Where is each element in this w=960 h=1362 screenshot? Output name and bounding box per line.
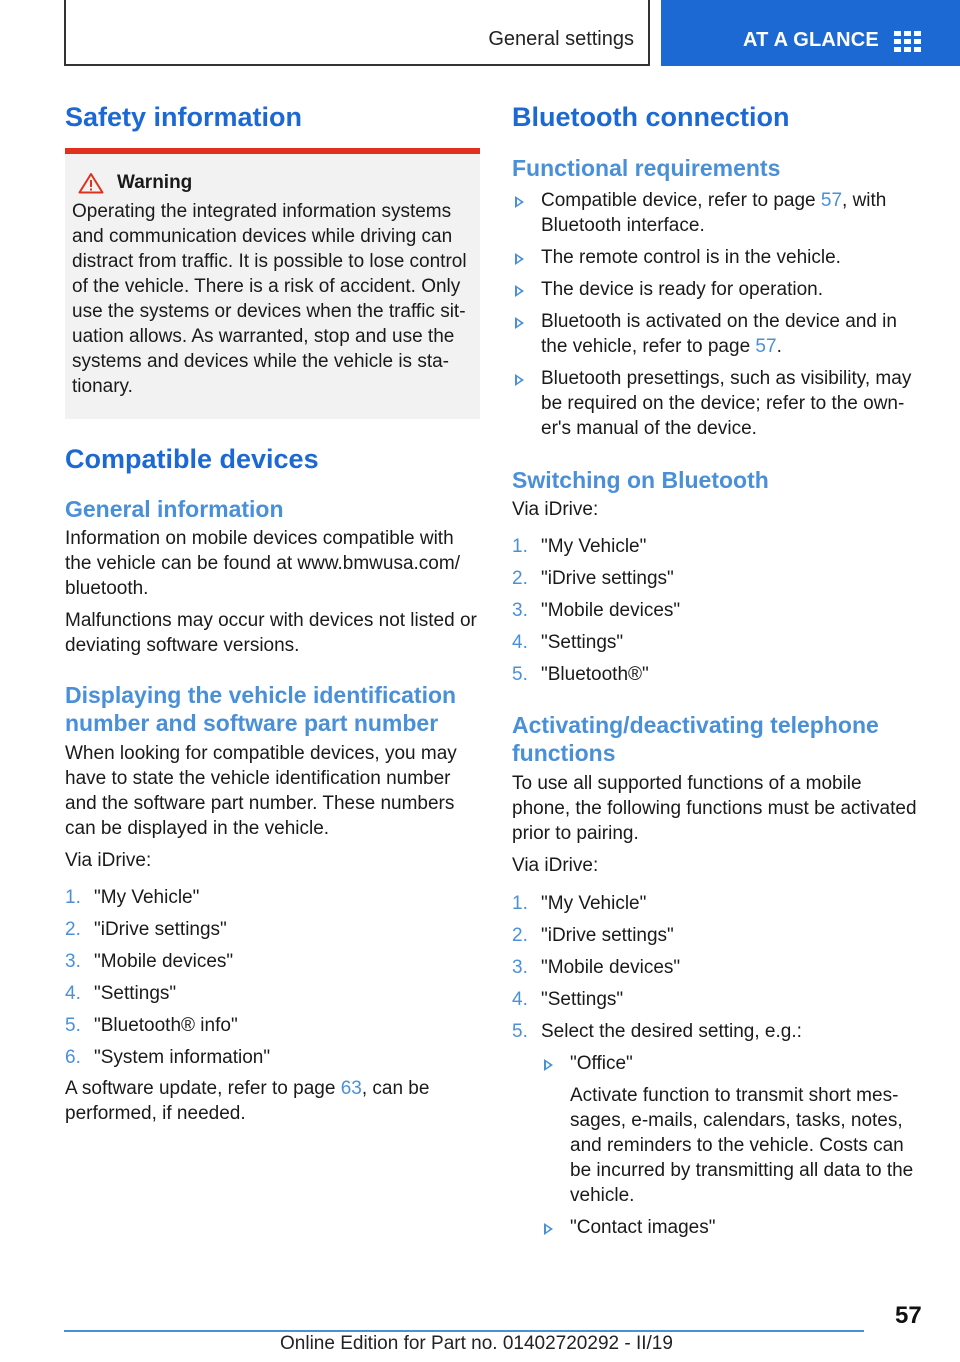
warning-triangle-icon — [78, 172, 104, 194]
edition-text: Online Edition for Part no. 01402720292 - II/19 — [280, 1333, 673, 1354]
warning-header — [72, 172, 472, 194]
list-item: 2. "iDrive settings" — [65, 919, 227, 940]
list-item: 3. "Mobile devices" — [512, 600, 681, 621]
tab-label: AT A GLANCE — [743, 29, 879, 51]
page-number: 57 — [895, 1302, 922, 1329]
via-idrive-label: Via iDrive: — [512, 499, 599, 520]
page-57-link[interactable]: 57 — [820, 190, 843, 211]
list-item: 3. "Mobile devices" — [65, 951, 234, 972]
list-item: 2. "iDrive settings" — [512, 925, 674, 946]
list-item: Bluetooth presettings, such as visibility, may be required on the device; refer to the owner's manual of the device. — [512, 366, 922, 441]
grid-icon — [894, 31, 921, 52]
general-info-heading: General information — [65, 496, 284, 522]
vin-steps-list — [65, 885, 480, 1070]
general-info-text-1: Information on mobile devices compatible with the vehicle can be found at www.bmwusa.com/​bluetooth. — [65, 528, 460, 599]
telephone-functions-heading: Activating/deactivating telephone functions — [512, 712, 879, 766]
list-item: 1. "My Vehicle" — [512, 893, 647, 914]
list-item: 4. "Settings" — [65, 983, 177, 1004]
software-update-text: A software update, refer to page 63, can be performed, if needed. — [65, 1078, 430, 1124]
list-item: 5. "Bluetooth® info" — [65, 1015, 238, 1036]
telephone-steps-list — [512, 891, 922, 1240]
list-item: 2. "iDrive settings" — [512, 568, 674, 589]
office-description: Activate function to transmit short messages, e-mails, calendars, tasks, notes, and reminders to the vehicle. Costs can be incurred by transmitting all data to the vehicle. — [570, 1085, 914, 1206]
warning-text: Operating the integrated information systems and communication devices while driving can distract from traffic. It is possible to lose control of the vehicle. There is a risk of accident. Only use the systems or devices when the traffic situation allows. As warranted, stop and use the systems and devices while the vehicle is stationary. — [72, 201, 467, 397]
list-item: Bluetooth is activated on the device and in the vehicle, refer to page 57. — [512, 309, 922, 359]
list-item: The device is ready for operation. — [512, 277, 922, 302]
section-title: General settings — [488, 28, 634, 50]
requirements-list — [512, 188, 922, 441]
list-item: 4. "Settings" — [512, 632, 624, 653]
list-item: 1. "My Vehicle" — [65, 887, 200, 908]
list-item: 3. "Mobile devices" — [512, 957, 681, 978]
switch-steps-list — [512, 534, 922, 687]
list-item: 5. Select the desired setting, e.g.: "Office" Activate function to transmit short messages, e-mails, calendars, tasks, notes, and reminders to the vehicle. Costs can be incurred by transmitting all data to the vehicle. "Contact images" — [512, 1019, 922, 1240]
warning-box — [65, 148, 480, 419]
list-item: Compatible device, refer to page 57, with Bluetooth interface. — [512, 188, 922, 238]
warning-label: Warning — [117, 172, 193, 193]
footer-divider — [64, 1330, 864, 1332]
left-column — [65, 100, 480, 1126]
vin-text: When looking for compatible devices, you may have to state the vehicle identification number and the software part number. These numbers can be displayed in the vehicle. — [65, 743, 457, 839]
bluetooth-connection-heading: Bluetooth connection — [512, 102, 790, 132]
right-column — [512, 100, 922, 1240]
compatible-devices-heading: Compatible devices — [65, 444, 319, 474]
list-item: "Contact images" — [541, 1215, 922, 1240]
setting-options-list — [541, 1051, 922, 1240]
switching-on-bluetooth-heading: Switching on Bluetooth — [512, 467, 769, 493]
vin-heading: Displaying the vehicle identification number and software part number — [65, 682, 457, 736]
telephone-functions-text: To use all supported functions of a mobile phone, the following functions must be activated prior to pairing. — [512, 773, 917, 844]
list-item: 6. "System information" — [65, 1047, 271, 1068]
list-item: "Office" Activate function to transmit short messages, e-mails, calendars, tasks, notes, and reminders to the vehicle. Costs can be incurred by transmitting all data to the vehicle. — [541, 1051, 922, 1208]
list-item: 1. "My Vehicle" — [512, 536, 647, 557]
list-item: 4. "Settings" — [512, 989, 624, 1010]
page-57-link[interactable]: 57 — [755, 336, 777, 357]
safety-heading: Safety information — [65, 102, 303, 132]
page-63-link[interactable]: 63 — [340, 1078, 362, 1099]
functional-requirements-heading: Functional requirements — [512, 155, 781, 181]
via-idrive-label: Via iDrive: — [65, 850, 152, 871]
list-item: The remote control is in the vehicle. — [512, 245, 922, 270]
header-frame — [64, 0, 650, 66]
via-idrive-label: Via iDrive: — [512, 855, 599, 876]
general-info-text-2: Malfunctions may occur with devices not listed or deviating software versions. — [65, 610, 477, 656]
list-item: 5. "Bluetooth®" — [512, 664, 649, 685]
